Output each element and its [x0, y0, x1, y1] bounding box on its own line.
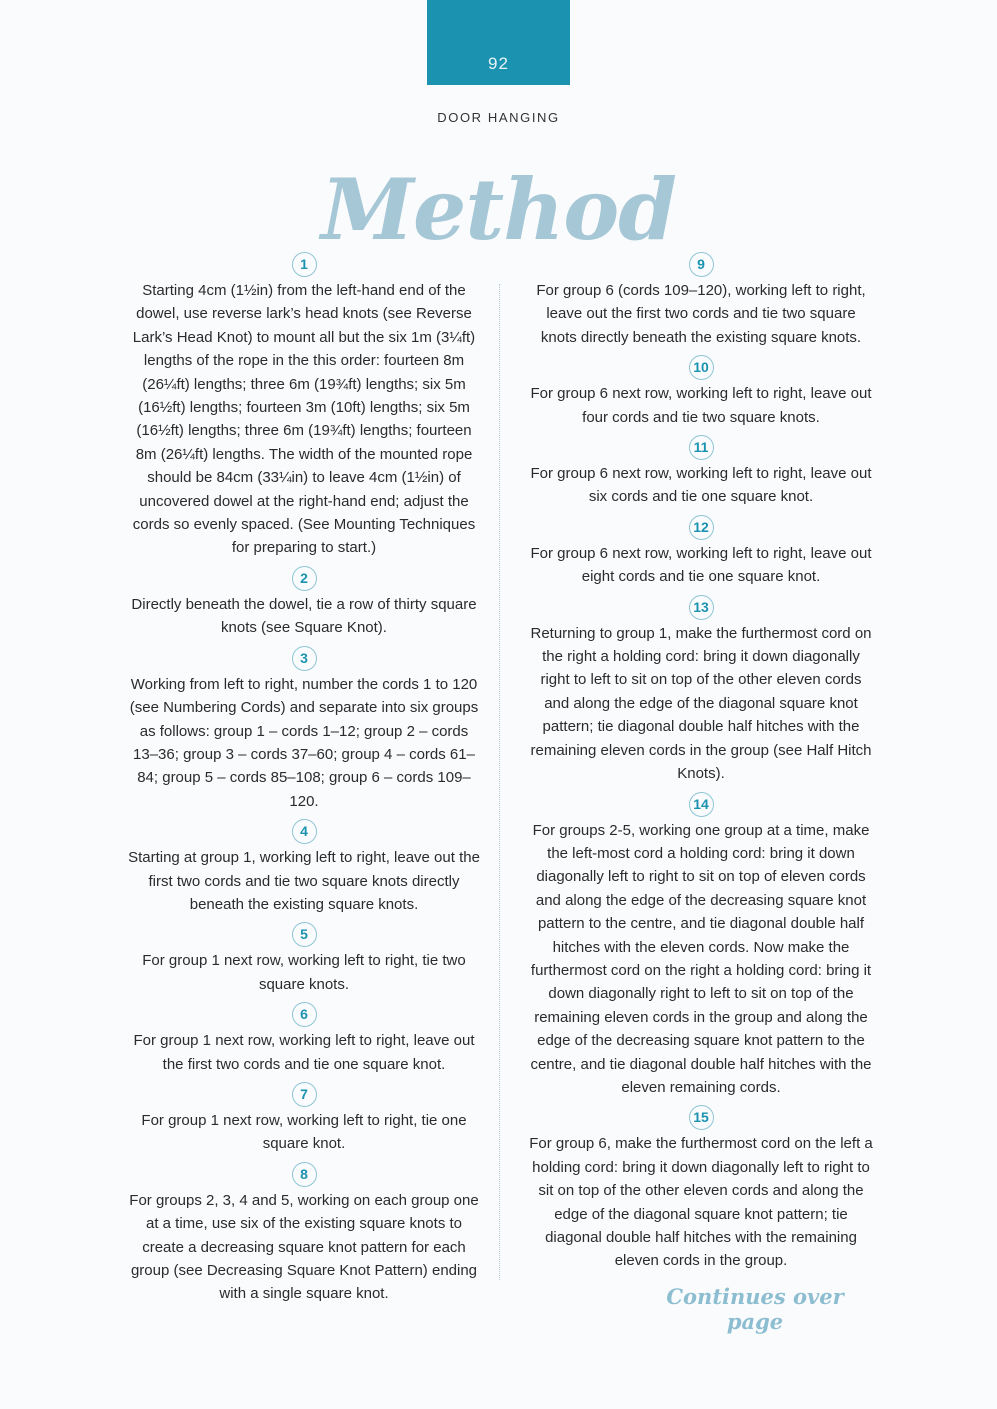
step-8 [128, 1162, 480, 1306]
step-number: 10 [689, 355, 714, 380]
step-text: Starting 4cm (1½in) from the left-hand end of the dowel, use reverse lark’s head knots (see Reverse Lark’s Head Knot) to mount all but the six 1m (3¼ft) lengths of the rope in the this order: fourteen 8m (26¼ft) lengths; three 6m (19¾ft) lengths; six 5m (16½ft) lengths; fourteen 3m (10ft) lengths; six 5m (16½ft) lengths; three 6m (19¾ft) lengths; fourteen 8m (26¼ft) lengths. The width of the mounted rope should be 84cm (33¼in) to leave 4cm (1½in) of uncovered dowel at the right-hand end; adjust the cords so evenly spaced. (See Mounting Techniques for preparing to start.) [132, 282, 476, 557]
step-15 [528, 1105, 874, 1272]
step-number: 7 [292, 1082, 317, 1107]
step-number: 15 [689, 1105, 714, 1130]
step-number: 6 [292, 1002, 317, 1027]
step-text: For group 1 next row, working left to right, tie one square knot. [141, 1111, 467, 1153]
step-11 [528, 435, 874, 509]
step-number: 2 [292, 566, 317, 591]
step-2 [128, 566, 480, 640]
step-14 [528, 792, 874, 1100]
step-6 [128, 1002, 480, 1076]
page-number-tab [427, 0, 570, 85]
step-9 [528, 252, 874, 349]
step-number: 3 [292, 646, 317, 671]
step-3 [128, 646, 480, 813]
step-text: For group 6 next row, working left to right, leave out four cords and tie two square knots. [530, 385, 872, 426]
step-12 [528, 515, 874, 589]
step-text: For group 1 next row, working left to right, tie two square knots. [142, 952, 466, 993]
step-number: 13 [689, 595, 714, 620]
step-text: Working from left to right, number the cords 1 to 120 (see Numbering Cords) and separate into six groups as follows: group 1 – cords 1–12; group 2 – cords 13–36; group 3 – cords 37–60; group 4 – cords 61–84; group 5 – cords 85–108; group 6 – cords 109–120. [129, 675, 479, 810]
steps-column-left [128, 252, 480, 1312]
step-text: For group 6 next row, working left to right, leave out eight cords and tie one square knot. [530, 544, 872, 586]
step-1 [128, 252, 480, 560]
step-text: For group 6, make the furthermost cord on the left a holding cord: bring it down diagonally left to right to sit on top of the other eleven cords and along the edge of the diagonal square knot pattern; tie diagonal double half hitches with the remaining eleven cords in the group. [529, 1135, 873, 1270]
step-4 [128, 819, 480, 916]
step-number: 11 [689, 435, 714, 460]
step-number: 14 [689, 792, 714, 817]
page-number: 92 [488, 54, 509, 73]
step-number: 12 [689, 515, 714, 540]
continues-over-page: Continues over page [666, 1284, 844, 1334]
step-text: For groups 2, 3, 4 and 5, working on each group one at a time, use six of the existing square knots to create a decreasing square knot pattern for each group (see Decreasing Square Knot Pattern) ending with a single square knot. [129, 1191, 479, 1303]
steps-column-right [528, 252, 874, 1279]
step-text: For group 6 (cords 109–120), working left to right, leave out the first two cords and tie two square knots directly beneath the existing square knots. [536, 282, 866, 346]
step-number: 1 [292, 252, 317, 277]
step-number: 9 [689, 252, 714, 277]
step-text: Starting at group 1, working left to right, leave out the first two cords and tie two square knots directly beneath the existing square knots. [128, 849, 480, 913]
step-text: For groups 2-5, working one group at a time, make the left-most cord a holding cord: bring it down diagonally left to right to sit on top of eleven cords and along the edge of the decreasing square knot pattern to the centre, and tie diagonal double half hitches with the eleven cords. Now make the furthermost cord on the right a holding cord: bring it down diagonally right to left to sit on top of the remaining eleven cords in the group and along the edge of the decreasing square knot pattern to the centre, and tie diagonal double half hitches with the eleven remaining cords. [530, 821, 872, 1096]
step-7 [128, 1082, 480, 1156]
step-10 [528, 355, 874, 429]
step-5 [128, 922, 480, 996]
step-text: Returning to group 1, make the furthermost cord on the right a holding cord: bring it down diagonally right to left to sit on top of the other eleven cords and along the edge of the diagonal square knot pattern; tie diagonal double half hitches with the remaining eleven cords in the group (see Half Hitch Knots). [530, 624, 872, 783]
step-text: For group 6 next row, working left to right, leave out six cords and tie one square knot. [530, 465, 872, 506]
page-title: Method [320, 160, 677, 259]
step-number: 8 [292, 1162, 317, 1187]
step-13 [528, 595, 874, 786]
step-text: For group 1 next row, working left to right, leave out the first two cords and tie one square knot. [133, 1032, 475, 1073]
step-number: 4 [292, 819, 317, 844]
column-divider [499, 284, 500, 1280]
step-number: 5 [292, 922, 317, 947]
section-name: DOOR HANGING [437, 110, 560, 125]
step-text: Directly beneath the dowel, tie a row of thirty square knots (see Square Knot). [131, 595, 477, 637]
